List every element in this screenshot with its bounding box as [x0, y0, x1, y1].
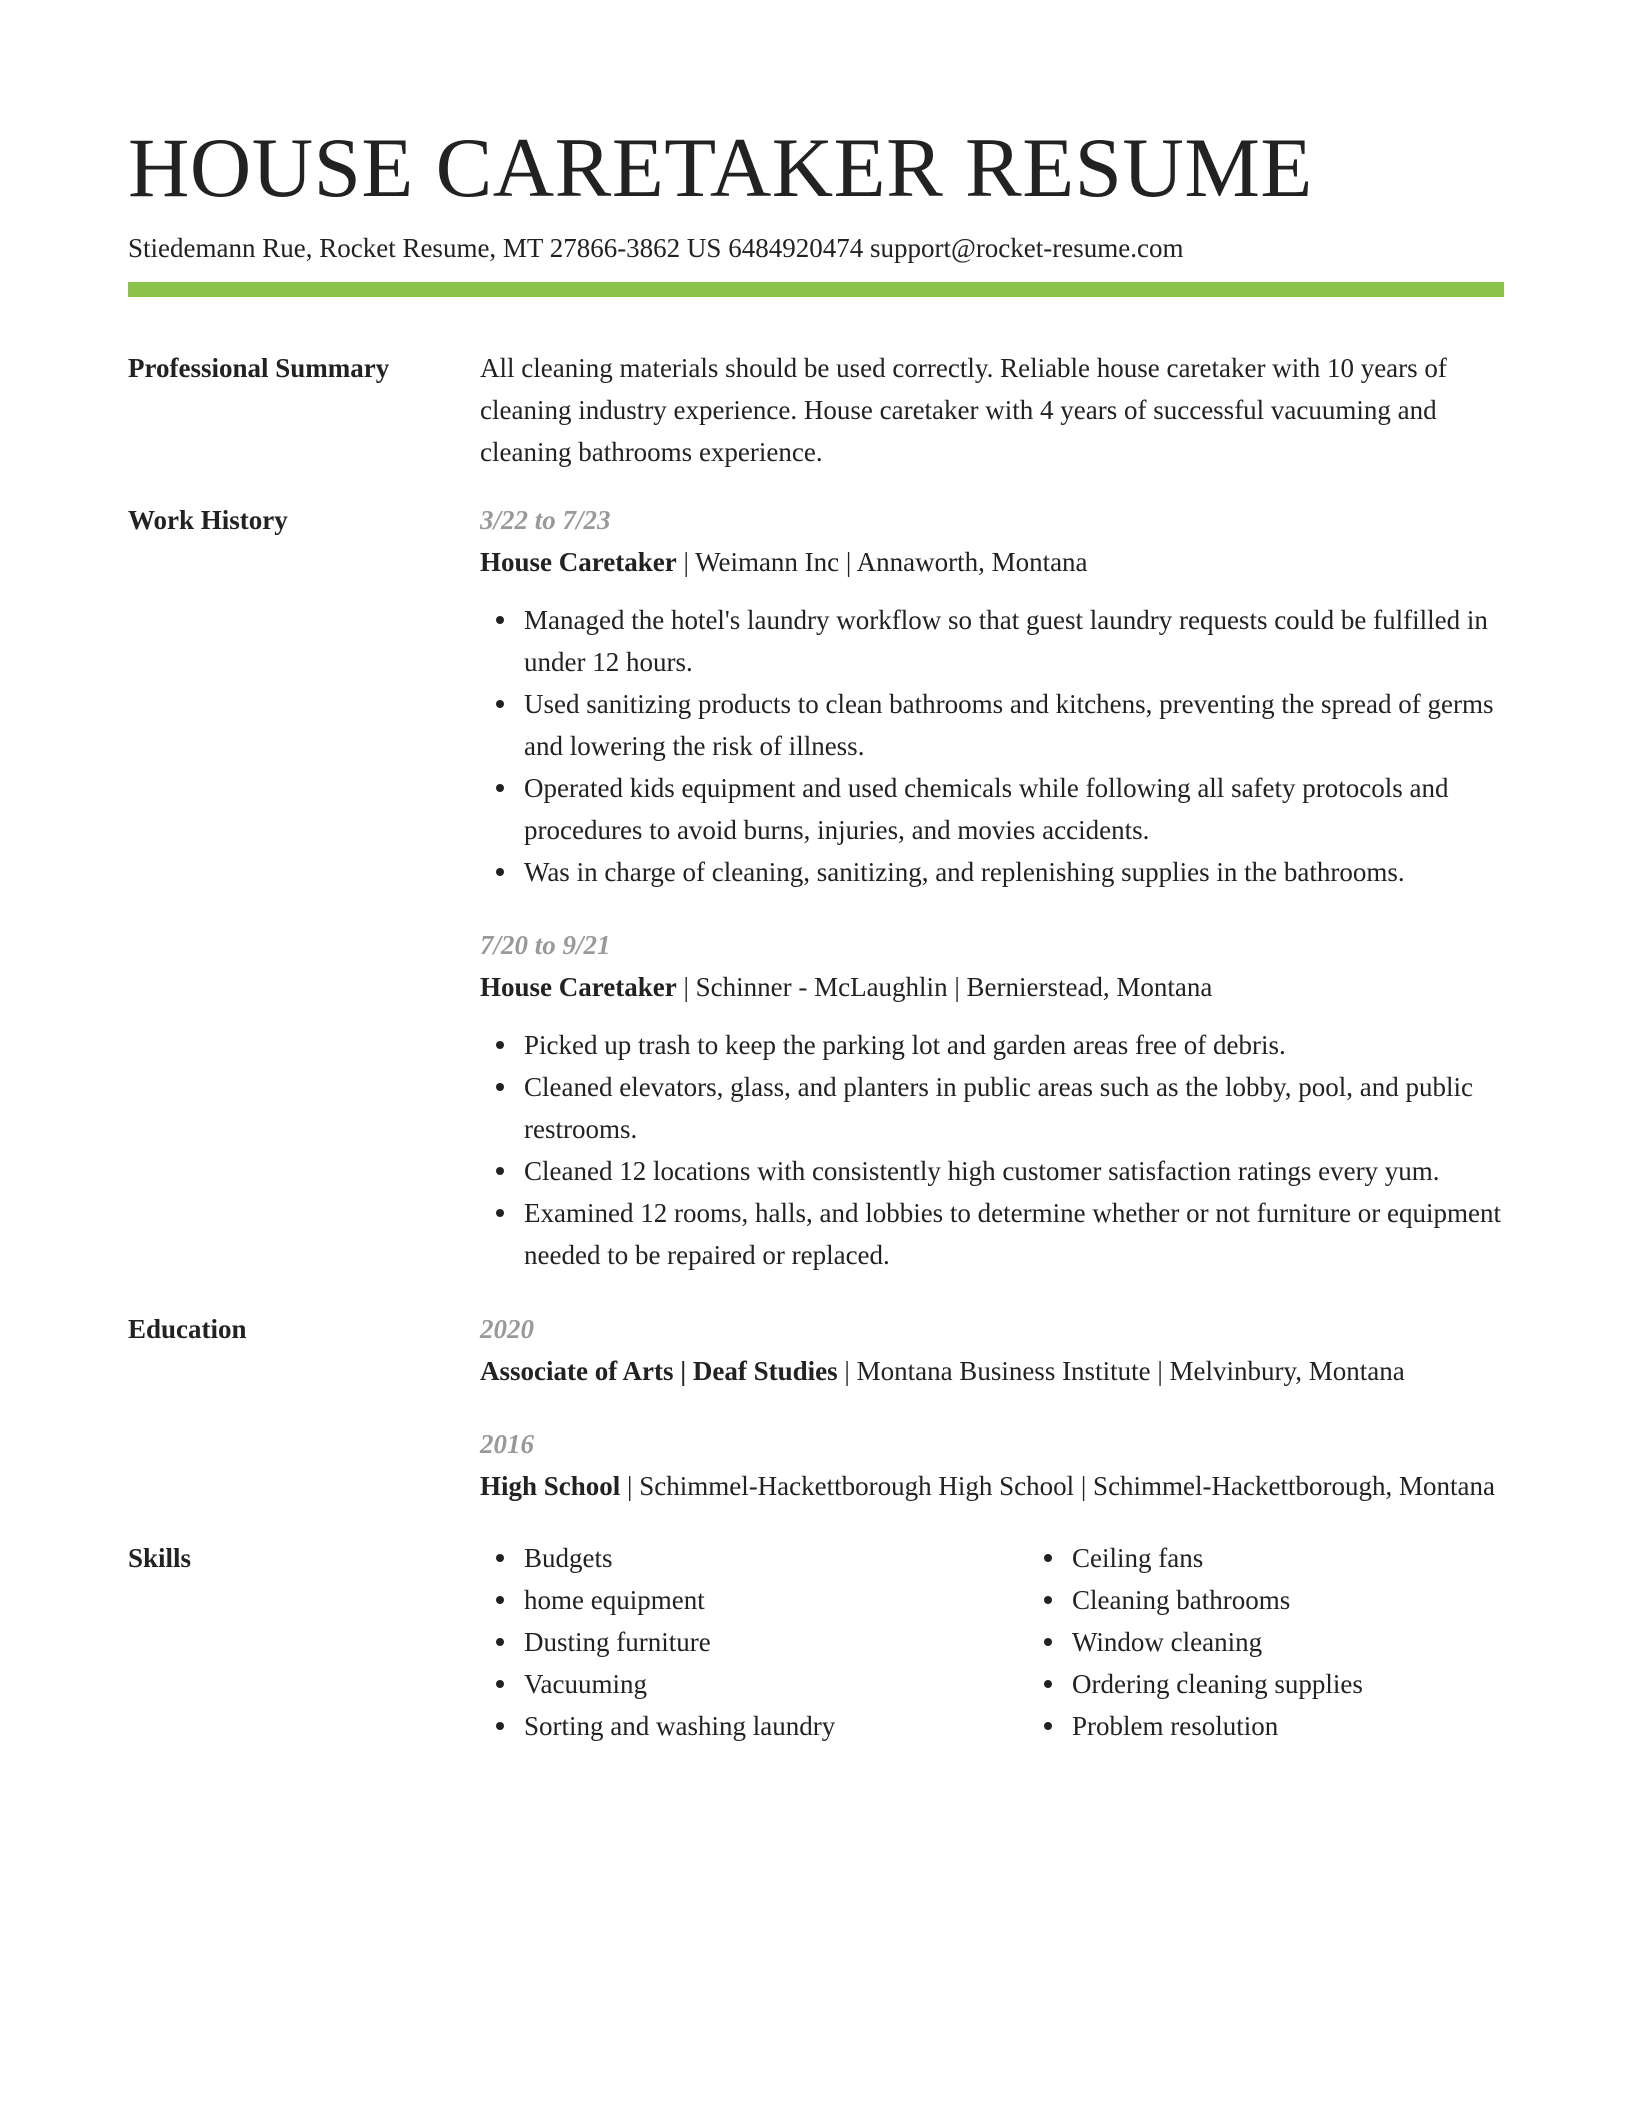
job-heading [480, 966, 1504, 1008]
summary-text: All cleaning materials should be used correctly. Reliable house caretaker with 10 years of cleaning industry experience. House caretaker with 4 years of successful vacuuming and cleaning bathrooms experience. [480, 353, 1447, 467]
education-entry [480, 1423, 1504, 1507]
skills-grid [480, 1537, 1504, 1747]
education-year: 2020 [480, 1314, 534, 1344]
contact-line [128, 230, 1504, 266]
skills-body [480, 1537, 1504, 1747]
work-history-body [480, 499, 1504, 1276]
education-heading [480, 1350, 1504, 1392]
list-item: Window cleaning [1072, 1621, 1492, 1663]
skills-list-left [480, 1537, 984, 1747]
job-bullets [480, 1024, 1504, 1276]
list-item: Problem resolution [1072, 1705, 1492, 1747]
list-item: Dusting furniture [524, 1621, 984, 1663]
list-item: Vacuuming [524, 1663, 984, 1705]
contact-phone: 6484920474 [728, 233, 864, 263]
summary-section [128, 347, 1504, 473]
section-label-education: Education [128, 1314, 247, 1344]
list-item: home equipment [524, 1579, 984, 1621]
job-entry [480, 924, 1504, 1276]
section-label-summary: Professional Summary [128, 353, 390, 383]
job-company: | Weimann Inc [677, 547, 839, 577]
job-title: House Caretaker [480, 547, 677, 577]
list-item: Used sanitizing products to clean bathrooms and kitchens, preventing the spread of germs and lowering the risk of illness. [524, 683, 1504, 767]
list-item: Picked up trash to keep the parking lot and garden areas free of debris. [524, 1024, 1504, 1066]
section-label-work-history: Work History [128, 505, 288, 535]
resume-page [128, 118, 1504, 1747]
education-body [480, 1308, 1504, 1507]
list-item: Examined 12 rooms, halls, and lobbies to determine whether or not furniture or equipment needed to be repaired or replaced. [524, 1192, 1504, 1276]
education-entry [480, 1308, 1504, 1392]
education-school: | Montana Business Institute [838, 1356, 1151, 1386]
education-section [128, 1308, 1504, 1507]
education-location: | Schimmel-Hackettborough, Montana [1074, 1471, 1495, 1501]
education-degree: High School [480, 1471, 621, 1501]
job-location: | Annaworth, Montana [839, 547, 1087, 577]
list-item: Ordering cleaning supplies [1072, 1663, 1492, 1705]
list-item: Cleaned elevators, glass, and planters in public areas such as the lobby, pool, and public restrooms. [524, 1066, 1504, 1150]
skills-list-right [1028, 1537, 1492, 1747]
list-item: Was in charge of cleaning, sanitizing, and replenishing supplies in the bathrooms. [524, 851, 1504, 893]
job-title: House Caretaker [480, 972, 677, 1002]
list-item: Operated kids equipment and used chemicals while following all safety protocols and procedures to avoid burns, injuries, and movies accidents. [524, 767, 1504, 851]
skills-section [128, 1537, 1504, 1747]
summary-body [480, 347, 1504, 473]
list-item: Cleaned 12 locations with consistently high customer satisfaction ratings every yum. [524, 1150, 1504, 1192]
work-history-section [128, 499, 1504, 1276]
list-item: Ceiling fans [1072, 1537, 1492, 1579]
resume-title: HOUSE CARETAKER RESUME [128, 121, 1313, 215]
list-item: Cleaning bathrooms [1072, 1579, 1492, 1621]
job-bullets [480, 599, 1504, 893]
list-item: Sorting and washing laundry [524, 1705, 984, 1747]
education-location: | Melvinbury, Montana [1151, 1356, 1405, 1386]
job-location: | Bernierstead, Montana [948, 972, 1213, 1002]
job-heading [480, 541, 1504, 583]
job-company: | Schinner - McLaughlin [677, 972, 948, 1002]
contact-address: Stiedemann Rue, Rocket Resume, MT 27866-3862 US [128, 233, 722, 263]
job-dates: 3/22 to 7/23 [480, 505, 611, 535]
job-dates: 7/20 to 9/21 [480, 930, 611, 960]
list-item: Managed the hotel's laundry workflow so that guest laundry requests could be fulfilled in under 12 hours. [524, 599, 1504, 683]
education-heading [480, 1465, 1504, 1507]
list-item: Budgets [524, 1537, 984, 1579]
header-divider [128, 282, 1504, 297]
job-entry [480, 499, 1504, 893]
education-degree: Associate of Arts | Deaf Studies [480, 1356, 838, 1386]
section-label-skills: Skills [128, 1543, 192, 1573]
education-school: | Schimmel-Hackettborough High School [620, 1471, 1074, 1501]
contact-email: support@rocket-resume.com [869, 233, 1184, 263]
education-year: 2016 [480, 1429, 534, 1459]
